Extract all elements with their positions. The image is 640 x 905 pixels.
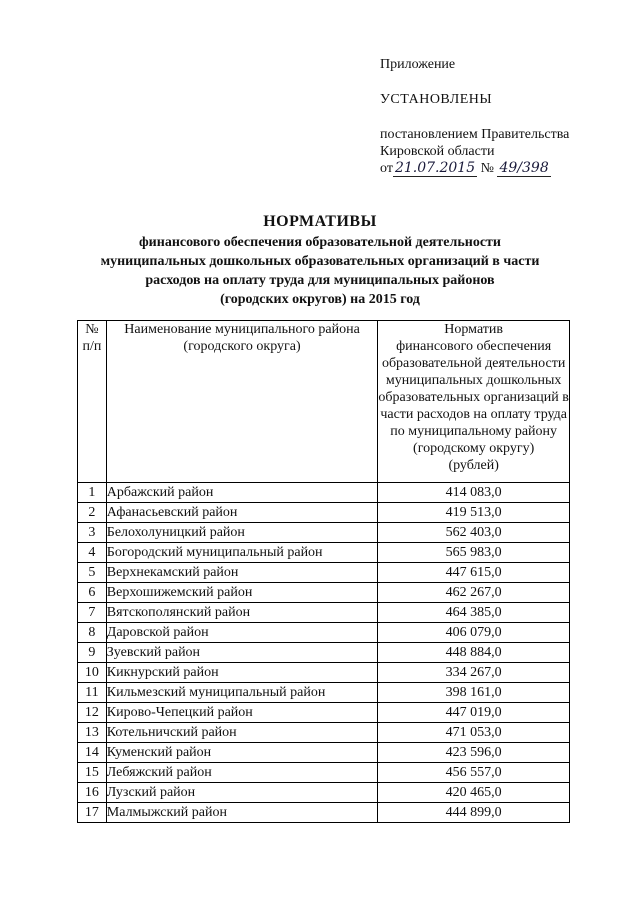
row-value: 423 596,0 xyxy=(378,743,570,763)
row-value: 414 083,0 xyxy=(378,483,570,503)
row-num: 12 xyxy=(78,703,107,723)
row-num: 11 xyxy=(78,683,107,703)
table-row xyxy=(78,583,570,603)
row-num: 13 xyxy=(78,723,107,743)
table-row xyxy=(78,523,570,543)
table-row xyxy=(78,603,570,623)
table-row xyxy=(78,483,570,503)
row-num: 7 xyxy=(78,603,107,623)
table-header-row xyxy=(78,321,570,483)
table-row xyxy=(78,683,570,703)
approved-label: УСТАНОВЛЕНЫ xyxy=(380,92,493,107)
title-line-4: (городских округов) на 2015 год xyxy=(220,292,420,307)
row-num: 17 xyxy=(78,803,107,823)
title-line-2: муниципальных дошкольных образовательных организаций в части xyxy=(100,254,540,269)
row-name: Котельничский район xyxy=(106,723,378,743)
document-header xyxy=(380,56,620,177)
row-num: 6 xyxy=(78,583,107,603)
resolution-line-2: Кировской области xyxy=(380,144,495,159)
resolution-line-1: постановлением Правительства xyxy=(380,127,570,142)
row-value: 448 884,0 xyxy=(378,643,570,663)
table-row xyxy=(78,543,570,563)
row-name: Малмыжский район xyxy=(106,803,378,823)
row-name: Кирово-Чепецкий район xyxy=(106,703,378,723)
date-prefix: от xyxy=(380,161,393,176)
header-value-line: (городскому округу) xyxy=(413,441,535,456)
header-num xyxy=(78,321,107,483)
row-num: 9 xyxy=(78,643,107,663)
handwritten-date: 21.07.2015 xyxy=(394,160,476,176)
document-title xyxy=(70,213,570,309)
header-value xyxy=(378,321,570,483)
header-num-line-2: п/п xyxy=(82,339,102,354)
header-value-line: части расходов на оплату труда xyxy=(380,407,567,422)
table-row xyxy=(78,763,570,783)
row-num: 15 xyxy=(78,763,107,783)
row-value: 444 899,0 xyxy=(378,803,570,823)
row-num: 5 xyxy=(78,563,107,583)
row-num: 8 xyxy=(78,623,107,643)
row-value: 464 385,0 xyxy=(378,603,570,623)
header-value-line: финансового обеспечения xyxy=(396,339,552,354)
row-value: 562 403,0 xyxy=(378,523,570,543)
row-num: 4 xyxy=(78,543,107,563)
row-value: 406 079,0 xyxy=(378,623,570,643)
row-value: 471 053,0 xyxy=(378,723,570,743)
title-line-3: расходов на оплату труда для муниципальных районов xyxy=(145,273,495,288)
header-value-line: (рублей) xyxy=(448,458,499,473)
table-row xyxy=(78,783,570,803)
row-value: 456 557,0 xyxy=(378,763,570,783)
row-num: 10 xyxy=(78,663,107,683)
row-value: 462 267,0 xyxy=(378,583,570,603)
table-row xyxy=(78,743,570,763)
title-line-1: финансового обеспечения образовательной деятельности xyxy=(139,235,501,250)
table-row xyxy=(78,503,570,523)
row-name: Афанасьевский район xyxy=(106,503,378,523)
row-num: 2 xyxy=(78,503,107,523)
row-name: Белохолуницкий район xyxy=(106,523,378,543)
header-value-line: по муниципальному району xyxy=(390,424,558,439)
row-name: Лебяжский район xyxy=(106,763,378,783)
row-value: 447 615,0 xyxy=(378,563,570,583)
header-name-line-2: (городского округа) xyxy=(183,339,301,354)
table-row xyxy=(78,623,570,643)
row-name: Вятскополянский район xyxy=(106,603,378,623)
header-value-line: образовательных организаций в xyxy=(378,390,569,405)
table-row xyxy=(78,803,570,823)
table-row xyxy=(78,643,570,663)
row-name: Куменский район xyxy=(106,743,378,763)
header-value-line: муниципальных дошкольных xyxy=(385,373,562,388)
header-name-line-1: Наименование муниципального района xyxy=(124,322,360,337)
header-num-line-1: № xyxy=(85,322,99,337)
row-num: 16 xyxy=(78,783,107,803)
row-num: 3 xyxy=(78,523,107,543)
row-name: Кикнурский район xyxy=(106,663,378,683)
row-num: 1 xyxy=(78,483,107,503)
row-name: Верхошижемский район xyxy=(106,583,378,603)
row-name: Даровской район xyxy=(106,623,378,643)
row-value: 565 983,0 xyxy=(378,543,570,563)
table-body xyxy=(78,483,570,823)
header-name xyxy=(106,321,378,483)
row-name: Верхнекамский район xyxy=(106,563,378,583)
row-num: 14 xyxy=(78,743,107,763)
row-value: 447 019,0 xyxy=(378,703,570,723)
row-name: Арбажский район xyxy=(106,483,378,503)
table-row xyxy=(78,723,570,743)
header-value-line: Норматив xyxy=(444,322,504,337)
number-prefix: № xyxy=(480,161,494,176)
row-name: Кильмезский муниципальный район xyxy=(106,683,378,703)
row-value: 419 513,0 xyxy=(378,503,570,523)
row-name: Богородский муниципальный район xyxy=(106,543,378,563)
table-row xyxy=(78,663,570,683)
handwritten-number: 49/398 xyxy=(499,160,549,176)
row-value: 420 465,0 xyxy=(378,783,570,803)
table-row xyxy=(78,563,570,583)
row-value: 334 267,0 xyxy=(378,663,570,683)
header-value-line: образовательной деятельности xyxy=(381,356,566,371)
row-value: 398 161,0 xyxy=(378,683,570,703)
appendix-label: Приложение xyxy=(380,57,456,72)
table-row xyxy=(78,703,570,723)
row-name: Зуевский район xyxy=(106,643,378,663)
norms-table xyxy=(77,320,570,823)
title-main: НОРМАТИВЫ xyxy=(263,213,377,230)
row-name: Лузский район xyxy=(106,783,378,803)
resolution-date-number xyxy=(380,160,620,177)
